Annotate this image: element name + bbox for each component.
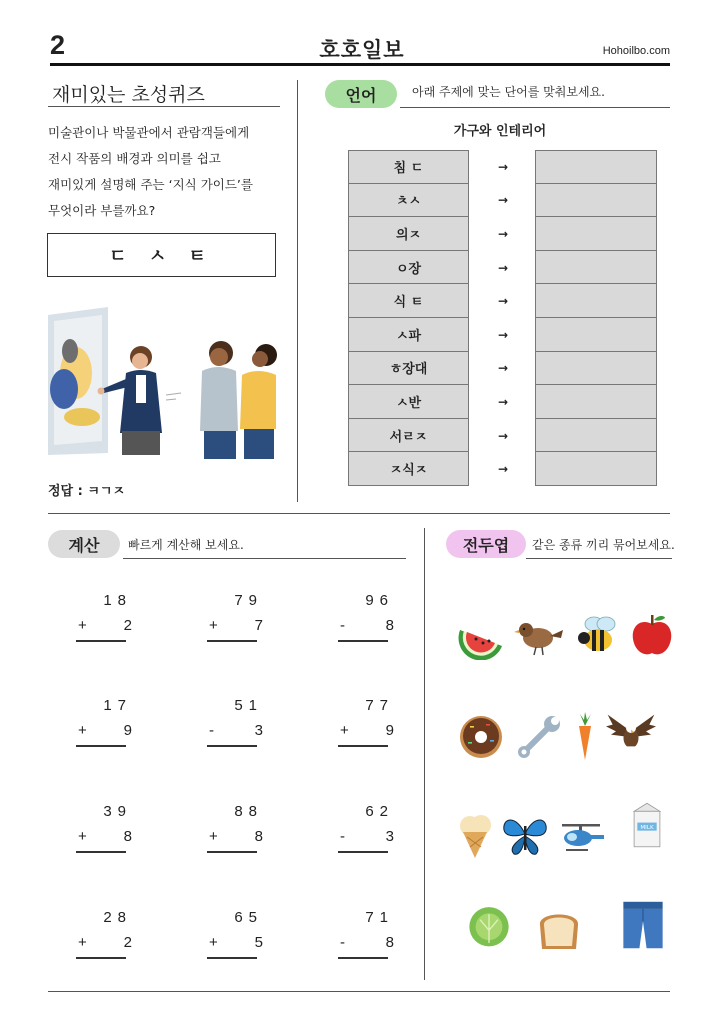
operand-bottom: 8 <box>123 828 132 845</box>
carrot-icon[interactable] <box>560 712 610 762</box>
answer-field[interactable] <box>535 352 657 386</box>
language-instruction-underline <box>400 107 670 108</box>
operand-bottom: 9 <box>123 722 132 739</box>
word-clue: ㅊㅅ <box>348 184 469 218</box>
answer-field[interactable] <box>535 452 657 486</box>
language-label: 언어 <box>325 80 397 108</box>
operand-bottom: 2 <box>123 617 132 634</box>
answer-line <box>207 640 257 642</box>
answer-line <box>76 745 126 747</box>
arrow-icon: → <box>497 294 509 309</box>
word-row <box>348 251 658 285</box>
operand-top: 18 <box>103 592 132 609</box>
operator: + <box>340 722 349 739</box>
quiz-question-line: 전시 작품의 배경과 의미를 쉽고 <box>48 151 221 166</box>
arrow-icon: → <box>497 226 509 241</box>
apple-icon[interactable] <box>627 610 677 660</box>
quiz-title-underline <box>48 106 280 107</box>
sparrow-icon[interactable] <box>514 610 564 660</box>
operator: + <box>209 828 218 845</box>
word-row <box>348 452 658 486</box>
watermelon-icon[interactable] <box>456 610 506 660</box>
answer-line <box>338 745 388 747</box>
operand-top: 28 <box>103 909 132 926</box>
ice-cream-icon[interactable] <box>452 810 502 860</box>
arrow-icon: → <box>497 462 509 477</box>
arrow-icon: → <box>497 193 509 208</box>
operator: + <box>78 617 87 634</box>
milk-carton-icon[interactable] <box>622 800 672 850</box>
answer-line <box>207 957 257 959</box>
arrow-icon: → <box>497 428 509 443</box>
answer-field[interactable] <box>535 284 657 318</box>
answer-line <box>207 851 257 853</box>
answer-line <box>76 957 126 959</box>
word-clue: 침 ㄷ <box>348 150 469 184</box>
quiz-question-line: 재미있게 설명해 주는 ‘지식 가이드’를 <box>48 177 253 192</box>
word-clue: 식 ㅌ <box>348 284 469 318</box>
word-clue: 의ㅈ <box>348 217 469 251</box>
answer-line <box>76 640 126 642</box>
bee-icon[interactable] <box>572 610 622 660</box>
classify-instruction: 같은 종류 끼리 묶어보세요. <box>532 538 675 552</box>
cabbage-icon[interactable] <box>464 900 514 950</box>
calc-instruction-underline <box>123 558 406 559</box>
answer-field[interactable] <box>535 251 657 285</box>
word-clue: ㅅ파 <box>348 318 469 352</box>
calc-label: 계산 <box>48 530 120 558</box>
word-table <box>348 150 658 486</box>
answer-line <box>338 957 388 959</box>
top-column-divider <box>297 80 298 502</box>
operand-top: 77 <box>365 697 394 714</box>
operand-bottom: 8 <box>254 828 263 845</box>
word-row <box>348 385 658 419</box>
operator: - <box>340 828 345 845</box>
operator: + <box>78 828 87 845</box>
operand-top: 71 <box>365 909 394 926</box>
helicopter-icon[interactable] <box>556 810 606 860</box>
answer-line <box>76 851 126 853</box>
site-url: Hohoilbo.com <box>602 45 670 57</box>
word-clue: ㅈ식ㅈ <box>348 452 469 486</box>
word-clue: 서ㄹㅈ <box>348 419 469 453</box>
operand-top: 51 <box>234 697 263 714</box>
jeans-icon[interactable] <box>618 900 668 950</box>
quiz-question <box>48 120 293 224</box>
word-row <box>348 217 658 251</box>
word-clue: ㅅ반 <box>348 385 469 419</box>
operator: + <box>78 934 87 951</box>
word-row <box>348 419 658 453</box>
word-clue: ㅇ장 <box>348 251 469 285</box>
operand-bottom: 3 <box>385 828 394 845</box>
operand-top: 62 <box>365 803 394 820</box>
header-rule <box>50 63 670 66</box>
operator: - <box>340 934 345 951</box>
answer-line <box>338 640 388 642</box>
quiz-hint-box: ㄷ ㅅ ㅌ <box>47 233 276 277</box>
operand-top: 17 <box>103 697 132 714</box>
page-number: 2 <box>50 30 66 60</box>
newspaper-title: 호호일보 <box>319 38 405 62</box>
word-row <box>348 284 658 318</box>
arrow-icon: → <box>497 260 509 275</box>
operator: - <box>340 617 345 634</box>
operand-bottom: 9 <box>385 722 394 739</box>
answer-field[interactable] <box>535 217 657 251</box>
operand-bottom: 7 <box>254 617 263 634</box>
word-clue: ㅎ장대 <box>348 352 469 386</box>
footer-rule <box>48 991 670 992</box>
operand-bottom: 2 <box>123 934 132 951</box>
word-row <box>348 352 658 386</box>
answer-field[interactable] <box>535 385 657 419</box>
answer-line <box>338 851 388 853</box>
answer-field[interactable] <box>535 318 657 352</box>
bottom-column-divider <box>424 528 425 980</box>
operator: - <box>209 722 214 739</box>
language-instruction: 아래 주제에 맞는 단어를 맞춰보세요. <box>412 85 605 99</box>
donut-icon[interactable] <box>456 712 506 762</box>
butterfly-icon[interactable] <box>500 810 550 860</box>
arrow-icon: → <box>497 394 509 409</box>
quiz-question-line: 미술관이나 박물관에서 관람객들에게 <box>48 125 250 140</box>
operand-top: 39 <box>103 803 132 820</box>
classify-label: 전두엽 <box>446 530 526 558</box>
museum-docent-illustration <box>46 305 278 463</box>
arrow-icon: → <box>497 327 509 342</box>
wrench-icon[interactable] <box>514 712 564 762</box>
operand-bottom: 3 <box>254 722 263 739</box>
word-row <box>348 184 658 218</box>
operand-top: 65 <box>234 909 263 926</box>
operator: + <box>78 722 87 739</box>
quiz-answer: 정답 : ㅋㄱㅈ <box>48 484 126 499</box>
section-divider <box>48 513 670 514</box>
operator: + <box>209 617 218 634</box>
word-row <box>348 150 658 184</box>
operand-bottom: 8 <box>385 934 394 951</box>
operand-top: 79 <box>234 592 263 609</box>
operand-bottom: 8 <box>385 617 394 634</box>
operand-bottom: 5 <box>254 934 263 951</box>
word-row <box>348 318 658 352</box>
operator: + <box>209 934 218 951</box>
calc-instruction: 빠르게 계산해 보세요. <box>128 538 244 552</box>
answer-field[interactable] <box>535 184 657 218</box>
bread-icon[interactable] <box>534 903 584 953</box>
answer-line <box>207 745 257 747</box>
arrow-icon: → <box>497 361 509 376</box>
operand-top: 96 <box>365 592 394 609</box>
arrow-icon: → <box>497 159 509 174</box>
quiz-title: 재미있는 초성퀴즈 <box>52 84 205 106</box>
eagle-icon[interactable] <box>606 708 656 758</box>
classify-instruction-underline <box>526 558 672 559</box>
operand-top: 88 <box>234 803 263 820</box>
language-topic: 가구와 인테리어 <box>453 124 547 139</box>
quiz-question-line: 무엇이라 부를까요? <box>48 203 156 218</box>
answer-field[interactable] <box>535 419 657 453</box>
milk-label: MILK <box>640 825 654 832</box>
answer-field[interactable] <box>535 150 657 184</box>
